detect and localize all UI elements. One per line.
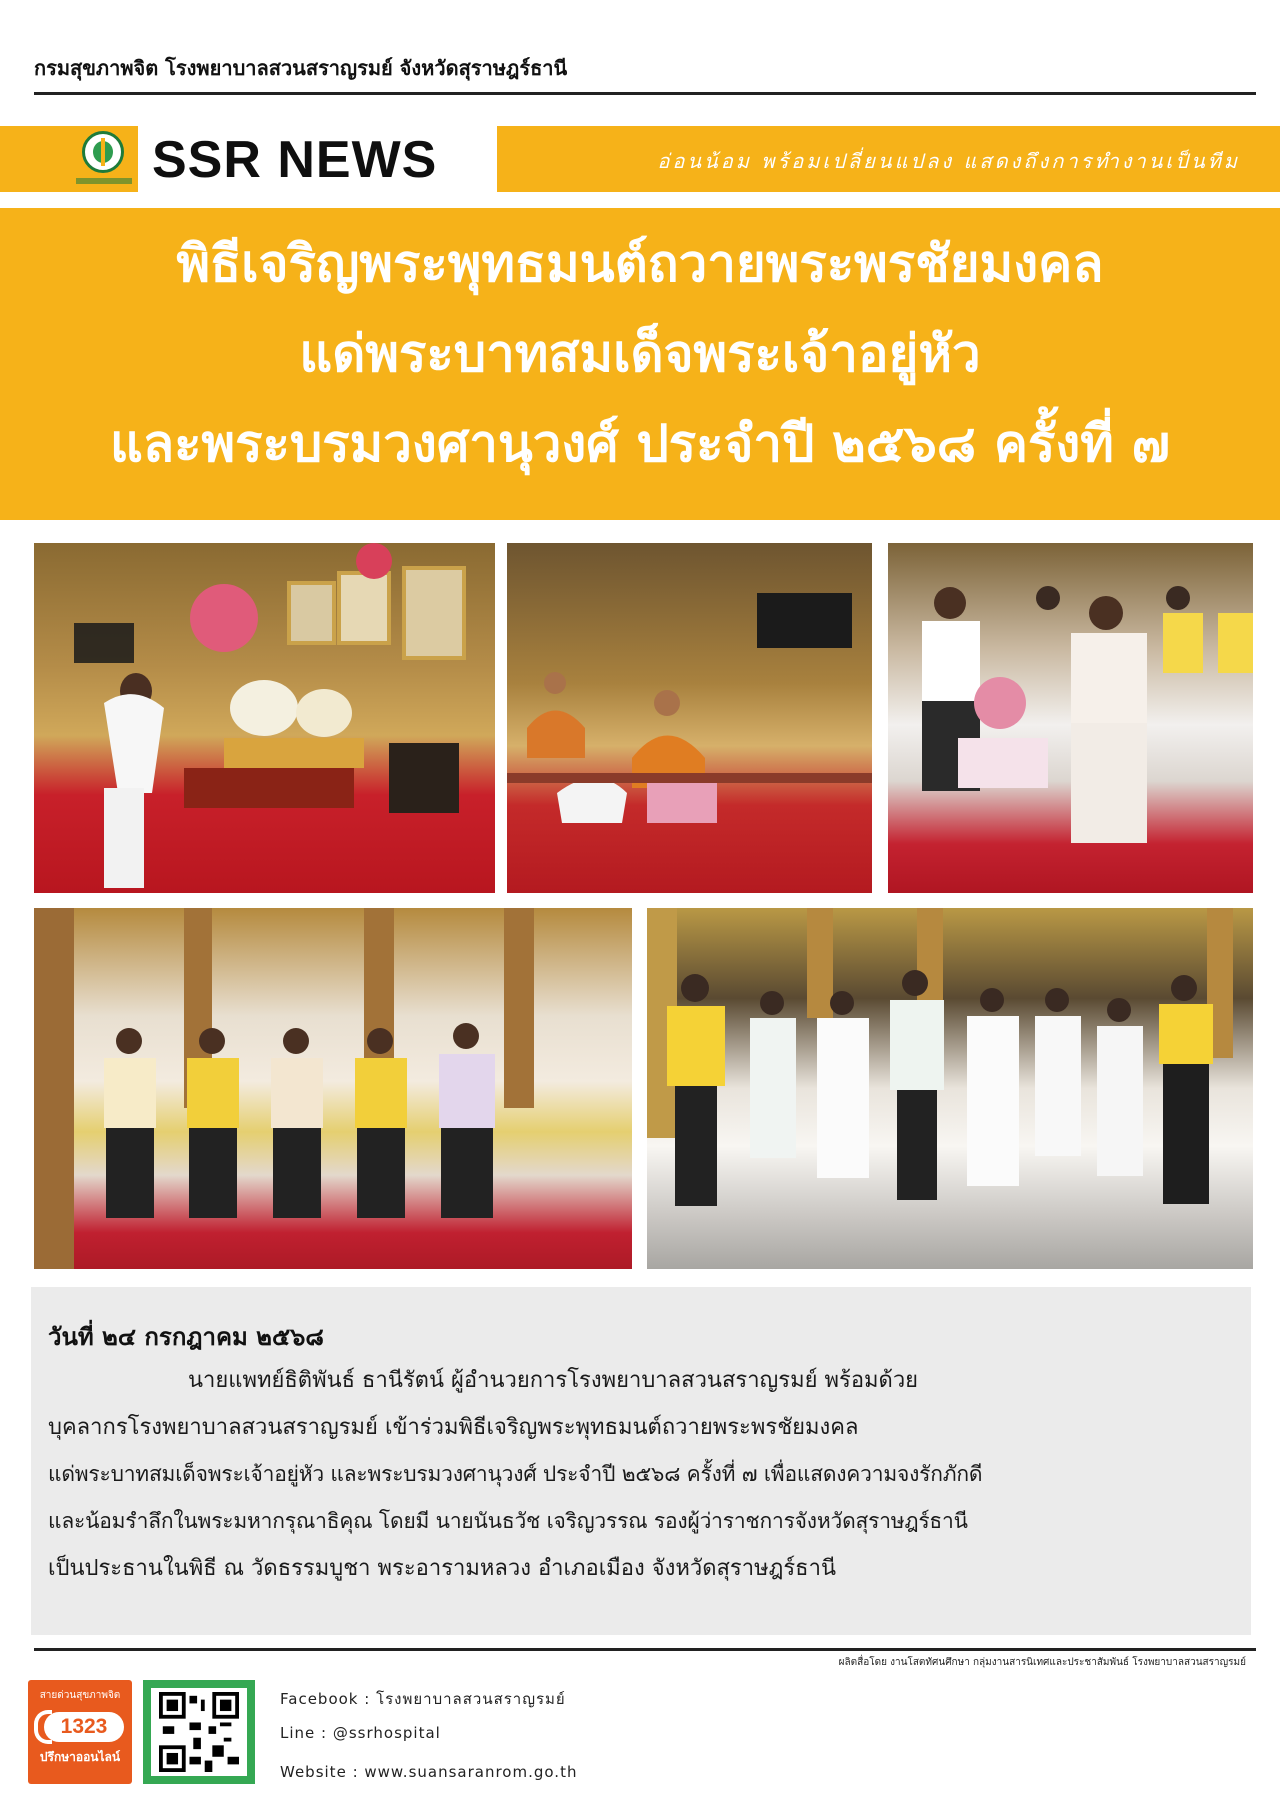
- slogan: อ่อนน้อม พร้อมเปลี่ยนแปลง แสดงถึงการทำงานเป็นทีม: [657, 149, 1240, 173]
- photo-group-standing-art: [647, 908, 1253, 1269]
- photo-group-standing: [647, 908, 1253, 1269]
- headline-banner: [0, 208, 1280, 520]
- hotline-online: ปรึกษาออนไลน์: [39, 1750, 121, 1764]
- brand-bar: [0, 126, 1280, 192]
- header-divider: [34, 92, 1256, 95]
- photo-monks-offering: [507, 543, 872, 893]
- photo-ceremony-altar: [34, 543, 495, 893]
- photo-seated-officials-art: [888, 543, 1253, 893]
- qr-code-icon: [151, 1688, 247, 1776]
- organization-header: กรมสุขภาพจิต โรงพยาบาลสวนสราญรมย์ จังหวัดสุราษฎร์ธานี: [34, 56, 568, 80]
- article-text: นายแพทย์ธิติพันธ์ ธานีรัตน์ ผู้อำนวยการโรงพยาบาลสวนสราญรมย์ พร้อมด้วย: [188, 1368, 919, 1393]
- article-line-2: บุคลากรโรงพยาบาลสวนสราญรมย์ เข้าร่วมพิธีเจริญพระพุทธมนต์ถวายพระพรชัยมงคล: [48, 1415, 859, 1440]
- headline-line: พิธีเจริญพระพุทธมนต์ถวายพระพรชัยมงคล: [176, 235, 1104, 294]
- photo-monks-offering-art: [507, 543, 872, 893]
- article-body: [48, 1357, 1238, 1592]
- headline-line: แด่พระบาทสมเด็จพระเจ้าอยู่หัว: [299, 325, 981, 384]
- brand-title: SSR NEWS: [152, 131, 438, 189]
- article-line-5: เป็นประธานในพิธี ณ วัดธรรมบูชา พระอารามหลวง อำเภอเมือง จังหวัดสุราษฎร์ธานี: [48, 1556, 836, 1581]
- footer-divider: [34, 1648, 1256, 1651]
- qr-code-pattern: [159, 1692, 239, 1772]
- article-line-1: [48, 1357, 1238, 1404]
- slogan-band: [497, 126, 1280, 192]
- article-date: วันที่ ๒๔ กรกฎาคม ๒๕๖๘: [48, 1323, 324, 1351]
- headline-line: และพระบรมวงศานุวงศ์ ประจำปี ๒๕๖๘ ครั้งที่ ๗: [109, 415, 1171, 474]
- photo-ceremony-altar-art: [34, 543, 495, 893]
- qr-code-frame: [143, 1680, 255, 1784]
- article-line-3: แด่พระบาทสมเด็จพระเจ้าอยู่หัว และพระบรมวงศานุวงศ์ ประจำปี ๒๕๖๘ ครั้งที่ ๗ เพื่อแสดงความจงรักภักดี: [48, 1462, 983, 1486]
- hotline-caption: สายด่วนสุขภาพจิต: [39, 1690, 121, 1701]
- photo-audience-rows: [34, 908, 632, 1269]
- photo-audience-rows-art: [34, 908, 632, 1269]
- logo-caption: [76, 178, 132, 184]
- mental-health-hotline-badge: [28, 1680, 132, 1784]
- website-contact: Website : www.suansaranrom.go.th: [280, 1763, 578, 1781]
- article-box: [31, 1287, 1251, 1635]
- hotline-number: 1323: [44, 1712, 124, 1742]
- photo-seated-officials: [888, 543, 1253, 893]
- article-line-4: และน้อมรำลึกในพระมหากรุณาธิคุณ โดยมี นายนันธวัช เจริญวรรณ รองผู้ว่าราชการจังหวัดสุราษฎร์ธานี: [48, 1509, 968, 1533]
- production-credit: ผลิตสื่อโดย งานโสตทัศนศึกษา กลุ่มงานสารนิเทศและประชาสัมพันธ์ โรงพยาบาลสวนสราญรมย์: [838, 1657, 1246, 1668]
- facebook-contact: Facebook : โรงพยาบาลสวนสราญรมย์: [280, 1690, 566, 1708]
- line-contact: Line : @ssrhospital: [280, 1724, 441, 1742]
- dmh-logo-icon: [82, 131, 124, 173]
